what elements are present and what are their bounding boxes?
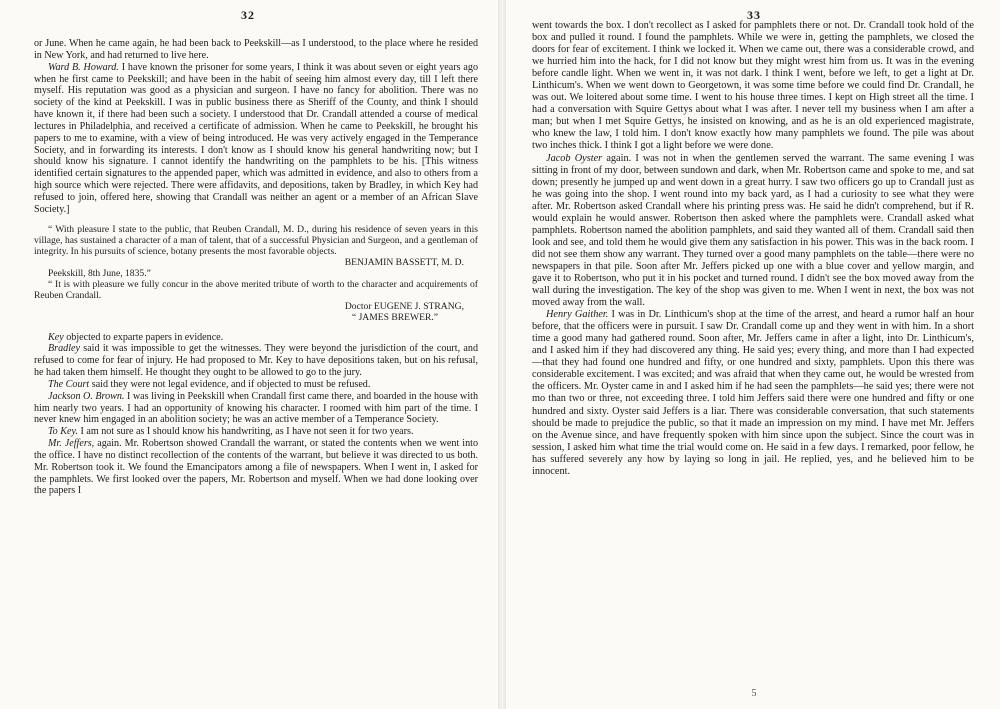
page-number-right: 33 [747,8,761,22]
speaker-name: Mr. Jeffers, [48,438,95,450]
paragraph: or June. When he came again, he had been back to Peekskill—as I understood, to the place where he resided in New York, and had returned to live here. [34,38,478,61]
right-page [508,0,1000,709]
testimonial-text: “ With pleasure I state to the public, that Reuben Crandall, M. D., during his residence of seven years in this village, has sustained a character of a man of talent, that of a successful Physician and Surgeon, and a gentleman of integrity. In his pursuits of science, botany presents the most favorable objects. [34,223,478,257]
exchange-text: objected to exparte papers in evidence. [66,331,224,343]
exchange-to-key [34,426,478,438]
exchange-oyster [532,153,974,310]
paragraph: went towards the box. I don't recollect as I asked for pamphlets there or not. Dr. Crandall took hold of the box and pulled it round. I found the pamphlets. While we were in, getting the pamphlets, we closed the doors for fear of excitement. I think we locked it. When we came out, there was a considerable crowd, and we hurried him into the hack, for I did not know but they might wrest him from us. It was in the evening before candle light. When we went in, it was not dark. I think I went, before we left, to get a light at Dr. Linthicum's. When we went down to Georgetown, it was some time before we could find Dr. Crandall, he was out. We loitered about some time. I went to his house three times. I kept on High street all the time. I had a conversation with Squire Gettys about what I was after. I never tell my business when I am after a man; but when I met Squire Gettys, he insisted on knowing, and as he is an old experienced magistrate, who knew the law, I told him. I don't know exactly how many pamphlets we found. The pile was about two inches thick. I think I got a light before we were done. [532,20,974,152]
dateline: Peekskill, 8th June, 1835.” [48,268,151,280]
speaker-name: Jacob Oyster [546,152,603,164]
speaker-name: The Court [48,378,90,390]
left-page [0,0,496,709]
page-number-left: 32 [241,8,255,22]
exchange-text: said it was impossible to get the witnesses. They were beyond the jurisdiction of the court, and refused to come for fear of injury. He had proposed to Mr. Key to have depositions taken, but on his refusal, he had taken them himself. He thought they ought to be allowed to go to the jury. [34,343,478,379]
right-page-body [532,20,974,478]
exchange-jeffers [34,438,478,497]
exchange-brown [34,391,478,427]
exchange-text: I am not sure as I should know his handwriting, as I have not seen it for two years. [80,426,414,438]
left-page-body [34,38,478,497]
exchange-gaither [532,309,974,478]
testimony-text: I have known the prisoner for some years, I think it was about seven or eight years ago when he first came to Peekskill; and have been in the habit of seeing him almost every day, till I left there myself. His reputation was good as a physician and surgeon. I have no fancy for abolition. There was no society of the kind at Peekskill. I was in public business there as Sheriff of the County, and think I should have known it, if there had been such a society. I understood that Dr. Crandall attended a course of medical lectures in Philadelphia, and received a certificate of admission. When he came to Peekskill, he brought his papers to me to examine, with a view of being introduced. He was very actively engaged in the Temperance Society, and in forwarding its interests. I don't know as I should know his general handwriting now; but I should know his signature. I cannot identify the handwriting on the pamphlets to be his. [This witness identified certain signatures to the appended paper, which was admitted in evidence, and also to others from a high source which were rejected. There were affidavits, and depositions, taken by Bradley, in which Key had refused to join, offered here, showing that Crandall was neither an agent or a member of an African Slave Society.] [34,61,478,215]
exchange-text: I was in Dr. Linthicum's shop at the time of the arrest, and heard a rumor half an hour before, that the officers were in pursuit. I saw Dr. Crandall come up and they went in with him. In a short time a good many had gathered round. Soon after, Mr. Jeffers came in after a light, into Dr. Linthicum's, and I asked him if they had discovered any thing. He said yes; every thing, and more than I had expected—that they had found one hundred and fifty, or one hundred and sixty, pamphlets. Upon this there was considerable excitement. I was excited; and was afraid that when they came out, he would be wrested from the officers. Mr. Oyster came in and I asked him if he had seen the pamphlets—he said yes; there were not mo than two or three, not exceeding three. I told him Jeffers said there were one hundred and fifty or one hundred and sixty. Oyster said Jeffers is a liar. There was considerable conversation, that such statements should be made to prejudice the public, so that it made an impression on my mind. I have met Mr. Jeffers on the Avenue since, and have frequently spoken with him since upon the subject. Since the court was in session, I asked him what time the trial would come on. He said in a few days. I remarked, poor fellow, he has suffered severely any how by laying so long in jail. He replied, yes, and he believed him to be innocent. [532,309,974,477]
speaker-name: Jackson O. Brown. [48,390,125,402]
speaker-name: Ward B. Howard. [48,61,119,73]
testimonial-block [34,224,478,324]
exchange-bradley [34,343,478,379]
speaker-name: Key [48,331,64,343]
exchange-text: said they were not legal evidence, and if objected to must be refused. [91,378,371,390]
testimony-ward-howard [34,62,478,216]
signature-strang: Doctor EUGENE J. STRANG, [344,301,464,313]
exchange-text: again. I was not in when the gentlemen served the warrant. The same evening I was sitting in front of my door, between sundown and dark, when Mr. Robertson came and spoke to me, and sat down; presently he jumped up and went down in a great hurry. I saw two officers go up to Crandall just as he was going into the shop. I went round into my back yard, as I had a curiosity to see what they were after. Mr. Robertson asked Crandall where his printing press was. He said he didn't comprehend, but if R. would explain he would answer. Robertson then asked where the pamphlets were. Crandall asked what pamphlets. Robertson named the abolition pamphlets, and said they wanted all of them. Crandall said then look and see, and told them he would give them any satisfaction in his power. This was in the back room. I did not see them show any warrant. They turned over a good many pamphlets on the table—there were no newspapers in that pile. Soon after Mr. Jeffers picked up one with a blue cover and yellow margin, and gave it to Robertson, who put it in his pocket and turned round. I didn't see the box moved away from the wall during the investigation. The key of the shop was given to me. When I went in next, the box was not moved away from the wall. [532,152,974,309]
exchange-court [34,379,478,391]
speaker-name: Bradley [48,343,80,355]
speaker-name: Henry Gaither. [546,309,609,321]
signature-brewer: “ JAMES BREWER.” [351,312,438,324]
concurrence-text: “ It is with pleasure we fully concur in the above merited tribute of worth to the character and acquirements of Reuben Crandall. [34,279,478,302]
footer-mark: 5 [751,688,757,699]
exchange-key [34,332,478,344]
exchange-text: again. Mr. Robertson showed Crandall the warrant, or stated the contents when we went into the office. I have no distinct recollection of the contents of the warrant, but believe it was directed to us both. Mr. Robertson took it. We found the Emancipators among a file of newspapers. When I went in, I asked for the pamphlets. We first looked over the papers, Mr. Robertson and myself. When we had done looking over the papers I [34,438,478,497]
book-gutter [498,0,506,709]
signature-bassett: BENJAMIN BASSETT, M. D. [344,256,464,268]
exchange-text: I was living in Peekskill when Crandall first came there, and boarded in the house with him nearly two years. I had an opportunity of knowing his character. I roomed with him part of the time. I never knew him engaged in an abolition society; he was an active member of a Temperance Society. [34,390,478,426]
speaker-name: To Key. [48,426,78,438]
